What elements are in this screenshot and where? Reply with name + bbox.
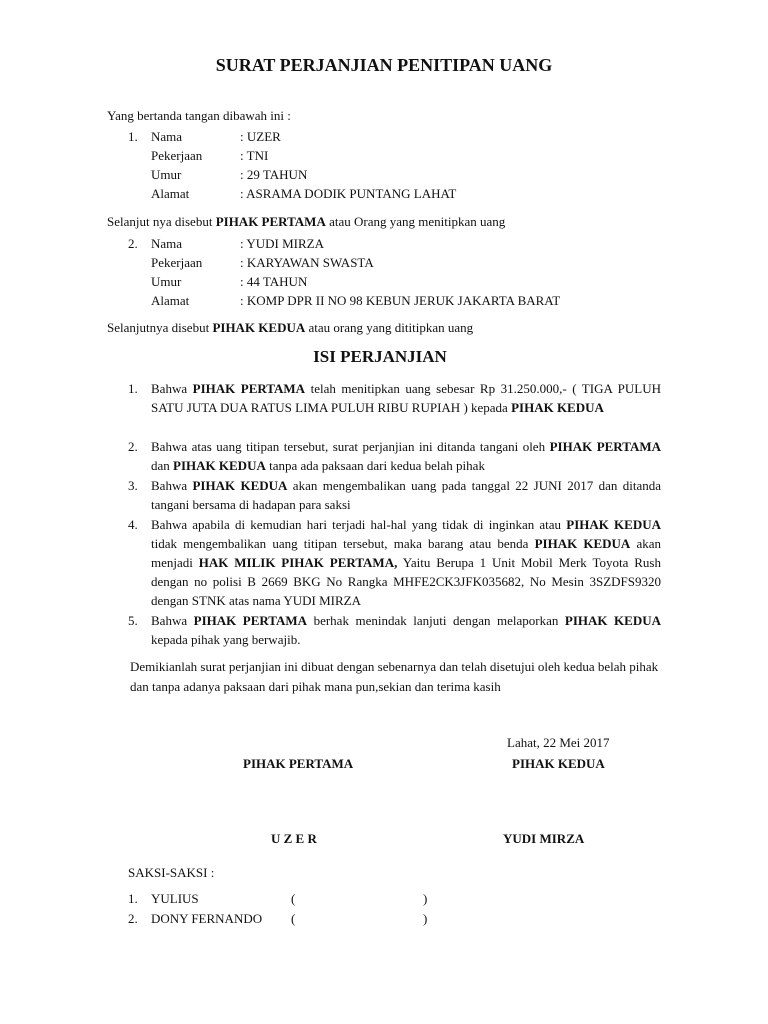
clause-text-run: Bahwa apabila di kemudian hari terjadi hal-hal yang tidak di inginkan atau bbox=[151, 517, 567, 532]
clause-text-run: Bahwa bbox=[151, 381, 193, 396]
party-one-job-label: Pekerjaan bbox=[151, 148, 203, 163]
clause-bold-term: PIHAK KEDUA bbox=[566, 517, 661, 532]
clause-text-run: Bahwa atas uang titipan tersebut, surat perjanjian ini ditanda tangani oleh bbox=[151, 439, 550, 454]
designation-suffix: atau Orang yang menitipkan uang bbox=[325, 214, 506, 229]
clause-text-run: Bahwa bbox=[151, 478, 193, 493]
section-title: ISI PERJANJIAN bbox=[313, 347, 447, 366]
designation-suffix: atau orang yang dititipkan uang bbox=[305, 320, 474, 335]
clause-text-run: tidak mengembalikan uang titipan tersebut, maka barang atau benda bbox=[151, 536, 535, 551]
witness-number: 2. bbox=[128, 911, 138, 926]
party-one-address-value: : ASRAMA DODIK PUNTANG LAHAT bbox=[240, 186, 457, 201]
clause-number: 5. bbox=[128, 613, 138, 628]
clause-text-run: berhak menindak lanjuti dengan melaporkan bbox=[307, 613, 565, 628]
intro-text: Yang bertanda tangan dibawah ini : bbox=[107, 108, 291, 123]
party-one-designation bbox=[107, 212, 505, 231]
witness-name: DONY FERNANDO bbox=[151, 911, 263, 926]
witness-signature-open: ( bbox=[291, 891, 296, 906]
clause-text-run: kepada pihak yang berwajib. bbox=[151, 632, 301, 647]
clause-text-run: akan menjadi bbox=[151, 536, 662, 570]
clause-text-run: telah menitipkan uang sebesar Rp 31.250.000,- ( TIGA PULUH SATU JUTA DUA RATUS LIMA PULUH RIBU RUPIAH ) kepada bbox=[151, 381, 661, 415]
clause-text bbox=[151, 476, 661, 514]
witness-name: YULIUS bbox=[151, 891, 199, 906]
clause-text bbox=[151, 437, 661, 475]
party-two-age-label: Umur bbox=[151, 274, 182, 289]
clause-text-run: Yaitu Berupa 1 Unit Mobil Merk Toyota Rush dengan no polisi B 2669 BKG No Rangka MHFE2CK3JFK035682, No Mesin 3SZDFS9320 dengan STNK atas nama YUDI MIRZA bbox=[151, 555, 661, 608]
clause-bold-term: PIHAK KEDUA bbox=[511, 400, 604, 415]
party-two-job-label: Pekerjaan bbox=[151, 255, 203, 270]
place-date: Lahat, 22 Mei 2017 bbox=[507, 735, 610, 750]
clause-bold-term: PIHAK KEDUA bbox=[564, 613, 661, 628]
designation-prefix: Selanjut nya disebut bbox=[107, 214, 216, 229]
clause-text bbox=[151, 379, 661, 417]
designation-prefix: Selanjutnya disebut bbox=[107, 320, 213, 335]
clause-text bbox=[151, 611, 661, 649]
clause-bold-term: PIHAK KEDUA bbox=[173, 458, 266, 473]
party-one-job-value: : TNI bbox=[240, 148, 269, 163]
party-two-designation bbox=[107, 318, 473, 337]
party-two-number: 2. bbox=[128, 236, 138, 251]
clause-text-run: akan mengembalikan uang pada tanggal 22 JUNI 2017 dan ditanda tangani bersama di hadapan para saksi bbox=[151, 478, 661, 512]
clause-text bbox=[151, 515, 661, 610]
witness-number: 1. bbox=[128, 891, 138, 906]
witness-title: SAKSI-SAKSI : bbox=[128, 865, 215, 880]
signer-two-label: PIHAK KEDUA bbox=[512, 756, 605, 771]
witness-signature-open: ( bbox=[291, 911, 296, 926]
witness-signature-close: ) bbox=[423, 891, 428, 906]
party-one-name-value: : UZER bbox=[240, 129, 281, 144]
signer-one-label: PIHAK PERTAMA bbox=[243, 756, 354, 771]
party-one-age-label: Umur bbox=[151, 167, 182, 182]
party-two-address-label: Alamat bbox=[151, 293, 190, 308]
designation-bold: PIHAK KEDUA bbox=[212, 320, 306, 335]
clause-number: 3. bbox=[128, 478, 138, 493]
party-one-number: 1. bbox=[128, 129, 138, 144]
closing-paragraph: Demikianlah surat perjanjian ini dibuat dengan sebenarnya dan telah disetujui oleh kedua belah pihak dan tanpa adanya paksaan dari pihak mana pun,sekian dan terima kasih bbox=[130, 659, 659, 694]
clause-number: 2. bbox=[128, 439, 138, 454]
party-two-address-value: : KOMP DPR II NO 98 KEBUN JERUK JAKARTA BARAT bbox=[240, 293, 561, 308]
signer-two-name: YUDI MIRZA bbox=[503, 831, 585, 846]
clause-bold-term: PIHAK KEDUA bbox=[534, 536, 631, 551]
party-one-name-label: Nama bbox=[151, 129, 183, 144]
clause-text-run: tanpa ada paksaan dari kedua belah pihak bbox=[265, 458, 485, 473]
document-title: SURAT PERJANJIAN PENITIPAN UANG bbox=[215, 55, 553, 75]
signer-one-name: U Z E R bbox=[271, 831, 317, 846]
clause-bold-term: PIHAK PERTAMA bbox=[193, 613, 308, 628]
party-two-age-value: : 44 TAHUN bbox=[240, 274, 308, 289]
clause-number: 1. bbox=[128, 381, 138, 396]
clause-bold-term: PIHAK PERTAMA bbox=[192, 381, 306, 396]
designation-bold: PIHAK PERTAMA bbox=[215, 214, 326, 229]
party-one-age-value: : 29 TAHUN bbox=[240, 167, 308, 182]
clause-bold-term: HAK MILIK PIHAK PERTAMA, bbox=[198, 555, 398, 570]
party-two-name-label: Nama bbox=[151, 236, 183, 251]
party-two-name-value: : YUDI MIRZA bbox=[240, 236, 325, 251]
witness-signature-close: ) bbox=[423, 911, 428, 926]
party-one-address-label: Alamat bbox=[151, 186, 190, 201]
clause-bold-term: PIHAK PERTAMA bbox=[549, 439, 661, 454]
party-two-job-value: : KARYAWAN SWASTA bbox=[240, 255, 374, 270]
clause-text-run: Bahwa bbox=[151, 613, 194, 628]
clause-number: 4. bbox=[128, 517, 138, 532]
clause-bold-term: PIHAK KEDUA bbox=[192, 478, 288, 493]
clause-text-run: dan bbox=[151, 458, 174, 473]
